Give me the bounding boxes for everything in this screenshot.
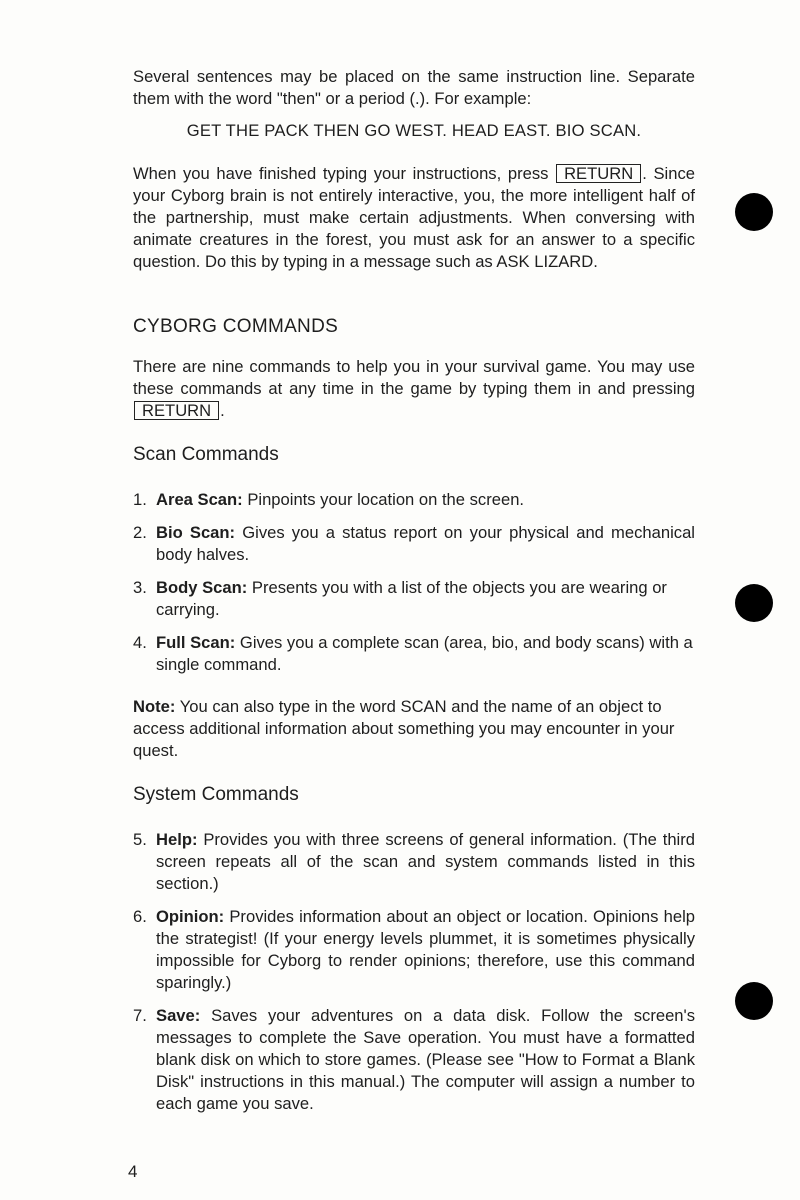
item-term: Opinion: bbox=[156, 907, 225, 926]
item-text: Pinpoints your location on the screen. bbox=[242, 490, 525, 509]
binder-hole bbox=[735, 193, 773, 231]
list-item bbox=[133, 577, 695, 621]
list-item bbox=[133, 829, 695, 895]
item-term: Body Scan: bbox=[156, 578, 248, 597]
commands-intro-end: . bbox=[220, 401, 225, 420]
intro-paragraph: Several sentences may be placed on the same instruction line. Separate them with the word "then" or a period (.). For example: bbox=[133, 67, 695, 108]
example-command: GET THE PACK THEN GO WEST. HEAD EAST. BIO SCAN. bbox=[186, 121, 642, 140]
item-text: Presents you with a list of the objects you are wearing or carrying. bbox=[156, 578, 667, 619]
return-text-after: . Since your Cyborg brain is not entirely interactive, you, the more intelligent half of the partnership, must make certain adjustments. When conversing with animate creatures in the forest, you must ask for an answer to a specific question. Do this by typing in a message such as ASK LIZARD. bbox=[133, 164, 695, 271]
item-term: Full Scan: bbox=[156, 633, 236, 652]
item-text: Provides you with three screens of general information. (The third screen repeats all of the scan and system commands listed in this section.) bbox=[156, 830, 695, 893]
return-paragraph bbox=[133, 163, 695, 273]
item-term: Help: bbox=[156, 830, 198, 849]
list-item bbox=[133, 489, 695, 511]
commands-intro-text: There are nine commands to help you in your survival game. You may use these commands at any time in the game by typing them in and pressing bbox=[133, 357, 695, 398]
item-term: Save: bbox=[156, 1006, 201, 1025]
item-text: Saves your adventures on a data disk. Follow the screen's messages to complete the Save operation. You must have a formatted blank disk on which to store games. (Please see "How to Format a Blank Disk" instructions in this manual.) The computer will assign a number to each game you save. bbox=[156, 1006, 695, 1113]
item-number: 5. bbox=[133, 830, 147, 849]
list-item bbox=[133, 906, 695, 994]
item-term: Bio Scan: bbox=[156, 523, 236, 542]
item-number: 2. bbox=[133, 523, 147, 542]
manual-page bbox=[133, 66, 695, 1126]
item-number: 4. bbox=[133, 633, 147, 652]
item-text: Gives you a complete scan (area, bio, and body scans) with a single command. bbox=[156, 633, 693, 674]
commands-intro-paragraph bbox=[133, 356, 695, 422]
page-number: 4 bbox=[128, 1162, 138, 1181]
system-commands-list bbox=[133, 829, 695, 1115]
return-key: RETURN bbox=[134, 401, 219, 420]
cyborg-commands-heading: CYBORG COMMANDS bbox=[133, 316, 339, 337]
item-text: Gives you a status report on your physical and mechanical body halves. bbox=[156, 523, 695, 564]
item-number: 1. bbox=[133, 490, 147, 509]
list-item bbox=[133, 522, 695, 566]
return-text-before: When you have finished typing your instructions, press bbox=[133, 164, 549, 183]
list-item bbox=[133, 632, 695, 676]
system-commands-heading: System Commands bbox=[133, 784, 299, 805]
list-item bbox=[133, 1005, 695, 1115]
item-number: 3. bbox=[133, 578, 147, 597]
note-label: Note: bbox=[133, 697, 176, 716]
item-number: 6. bbox=[133, 907, 147, 926]
binder-hole bbox=[735, 584, 773, 622]
item-text: Provides information about an object or location. Opinions help the strategist! (If your energy levels plummet, it is sometimes physically impossible for Cyborg to render opinions; therefore, use this command sparingly.) bbox=[156, 907, 695, 992]
scan-commands-list bbox=[133, 489, 695, 676]
note-text: You can also type in the word SCAN and the name of an object to access additional information about something you may encounter in your quest. bbox=[133, 697, 675, 760]
return-key: RETURN bbox=[556, 164, 641, 183]
binder-hole bbox=[735, 982, 773, 1020]
scan-commands-heading: Scan Commands bbox=[133, 444, 279, 465]
item-number: 7. bbox=[133, 1006, 147, 1025]
scan-note bbox=[133, 696, 695, 762]
item-term: Area Scan: bbox=[156, 490, 243, 509]
